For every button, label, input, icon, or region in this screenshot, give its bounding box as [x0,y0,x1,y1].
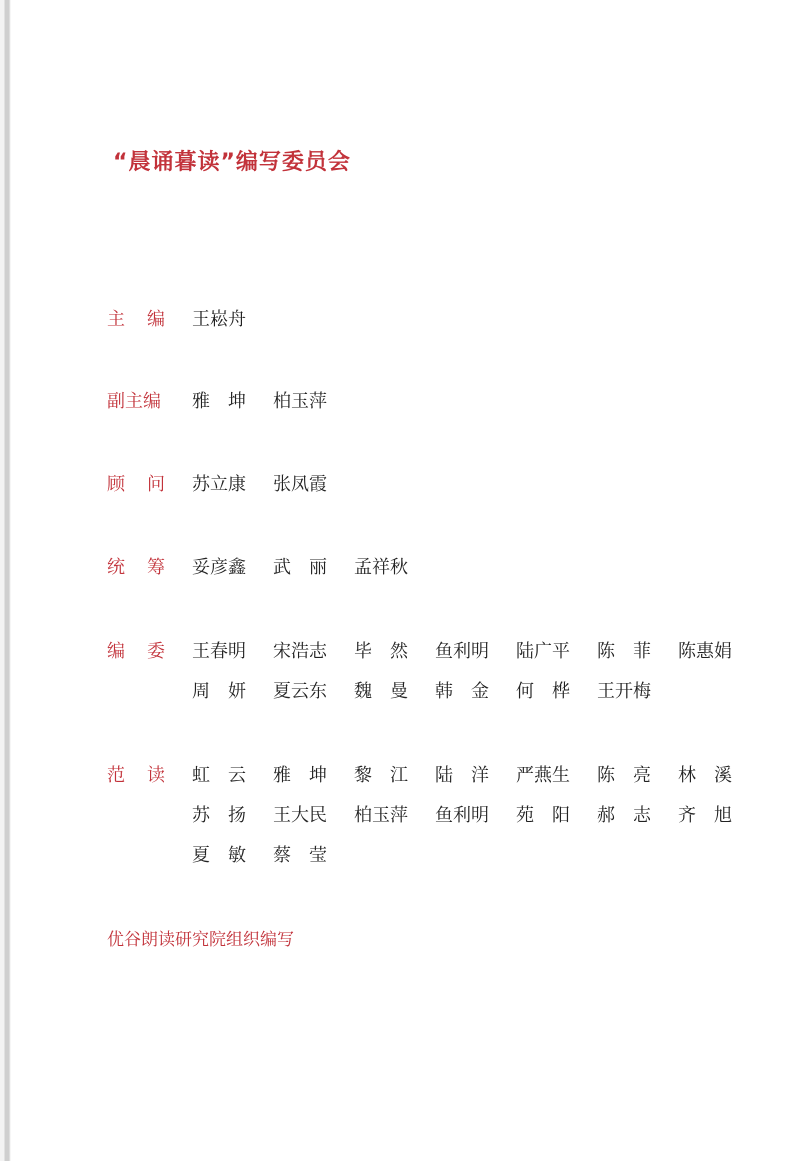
person-name: 毕然 [354,641,426,662]
name-row [192,471,752,511]
person-name: 柏玉萍 [354,805,408,826]
person-name: 齐旭 [678,805,750,826]
person-name: 鱼利明 [435,805,489,826]
section-label-deputy-editor: 副主编 [107,391,161,412]
person-name: 鱼利明 [435,641,489,662]
names-deputy-editor [192,388,752,428]
names-coordinator [192,554,752,594]
person-name: 陈菲 [597,641,669,662]
person-name: 陆洋 [435,765,507,786]
person-name: 夏云东 [273,681,327,702]
section-label-model-readers: 范读 [107,765,187,786]
page-edge [0,0,11,1161]
name-row [192,638,752,678]
person-name: 陆广平 [516,641,570,662]
person-name: 周妍 [192,681,264,702]
person-name: 王开梅 [597,681,651,702]
person-name: 孟祥秋 [354,557,408,578]
names-model-readers [192,762,752,882]
name-row [192,842,752,882]
person-name: 武丽 [273,557,345,578]
person-name: 虹云 [192,765,264,786]
person-name: 韩金 [435,681,507,702]
person-name: 陈亮 [597,765,669,786]
name-row [192,388,752,428]
person-name: 苑阳 [516,805,588,826]
page-title: “晨诵暮读”编写委员会 [113,150,351,175]
person-name: 何桦 [516,681,588,702]
person-name: 雅坤 [192,391,264,412]
person-name: 妥彦鑫 [192,557,246,578]
names-advisor [192,471,752,511]
section-label-chief-editor: 主编 [107,309,187,330]
person-name: 王大民 [273,805,327,826]
person-name: 张凤霞 [273,474,327,495]
person-name: 陈惠娟 [678,641,732,662]
name-row [192,678,752,718]
section-label-coordinator: 统筹 [107,557,187,578]
name-row [192,762,752,802]
person-name: 王春明 [192,641,246,662]
person-name: 王崧舟 [192,309,246,330]
person-name: 严燕生 [516,765,570,786]
person-name: 林溪 [678,765,750,786]
person-name: 苏立康 [192,474,246,495]
organizer-credit: 优谷朗读研究院组织编写 [107,930,294,950]
names-chief-editor [192,306,752,346]
section-label-advisor: 顾问 [107,474,187,495]
person-name: 郝志 [597,805,669,826]
section-label-editorial-board: 编委 [107,641,187,662]
person-name: 蔡莹 [273,845,345,866]
person-name: 雅坤 [273,765,345,786]
person-name: 柏玉萍 [273,391,327,412]
name-row [192,802,752,842]
person-name: 宋浩志 [273,641,327,662]
names-editorial-board [192,638,752,718]
person-name: 苏扬 [192,805,264,826]
person-name: 黎江 [354,765,426,786]
name-row [192,306,752,346]
person-name: 夏敏 [192,845,264,866]
name-row [192,554,752,594]
person-name: 魏曼 [354,681,426,702]
